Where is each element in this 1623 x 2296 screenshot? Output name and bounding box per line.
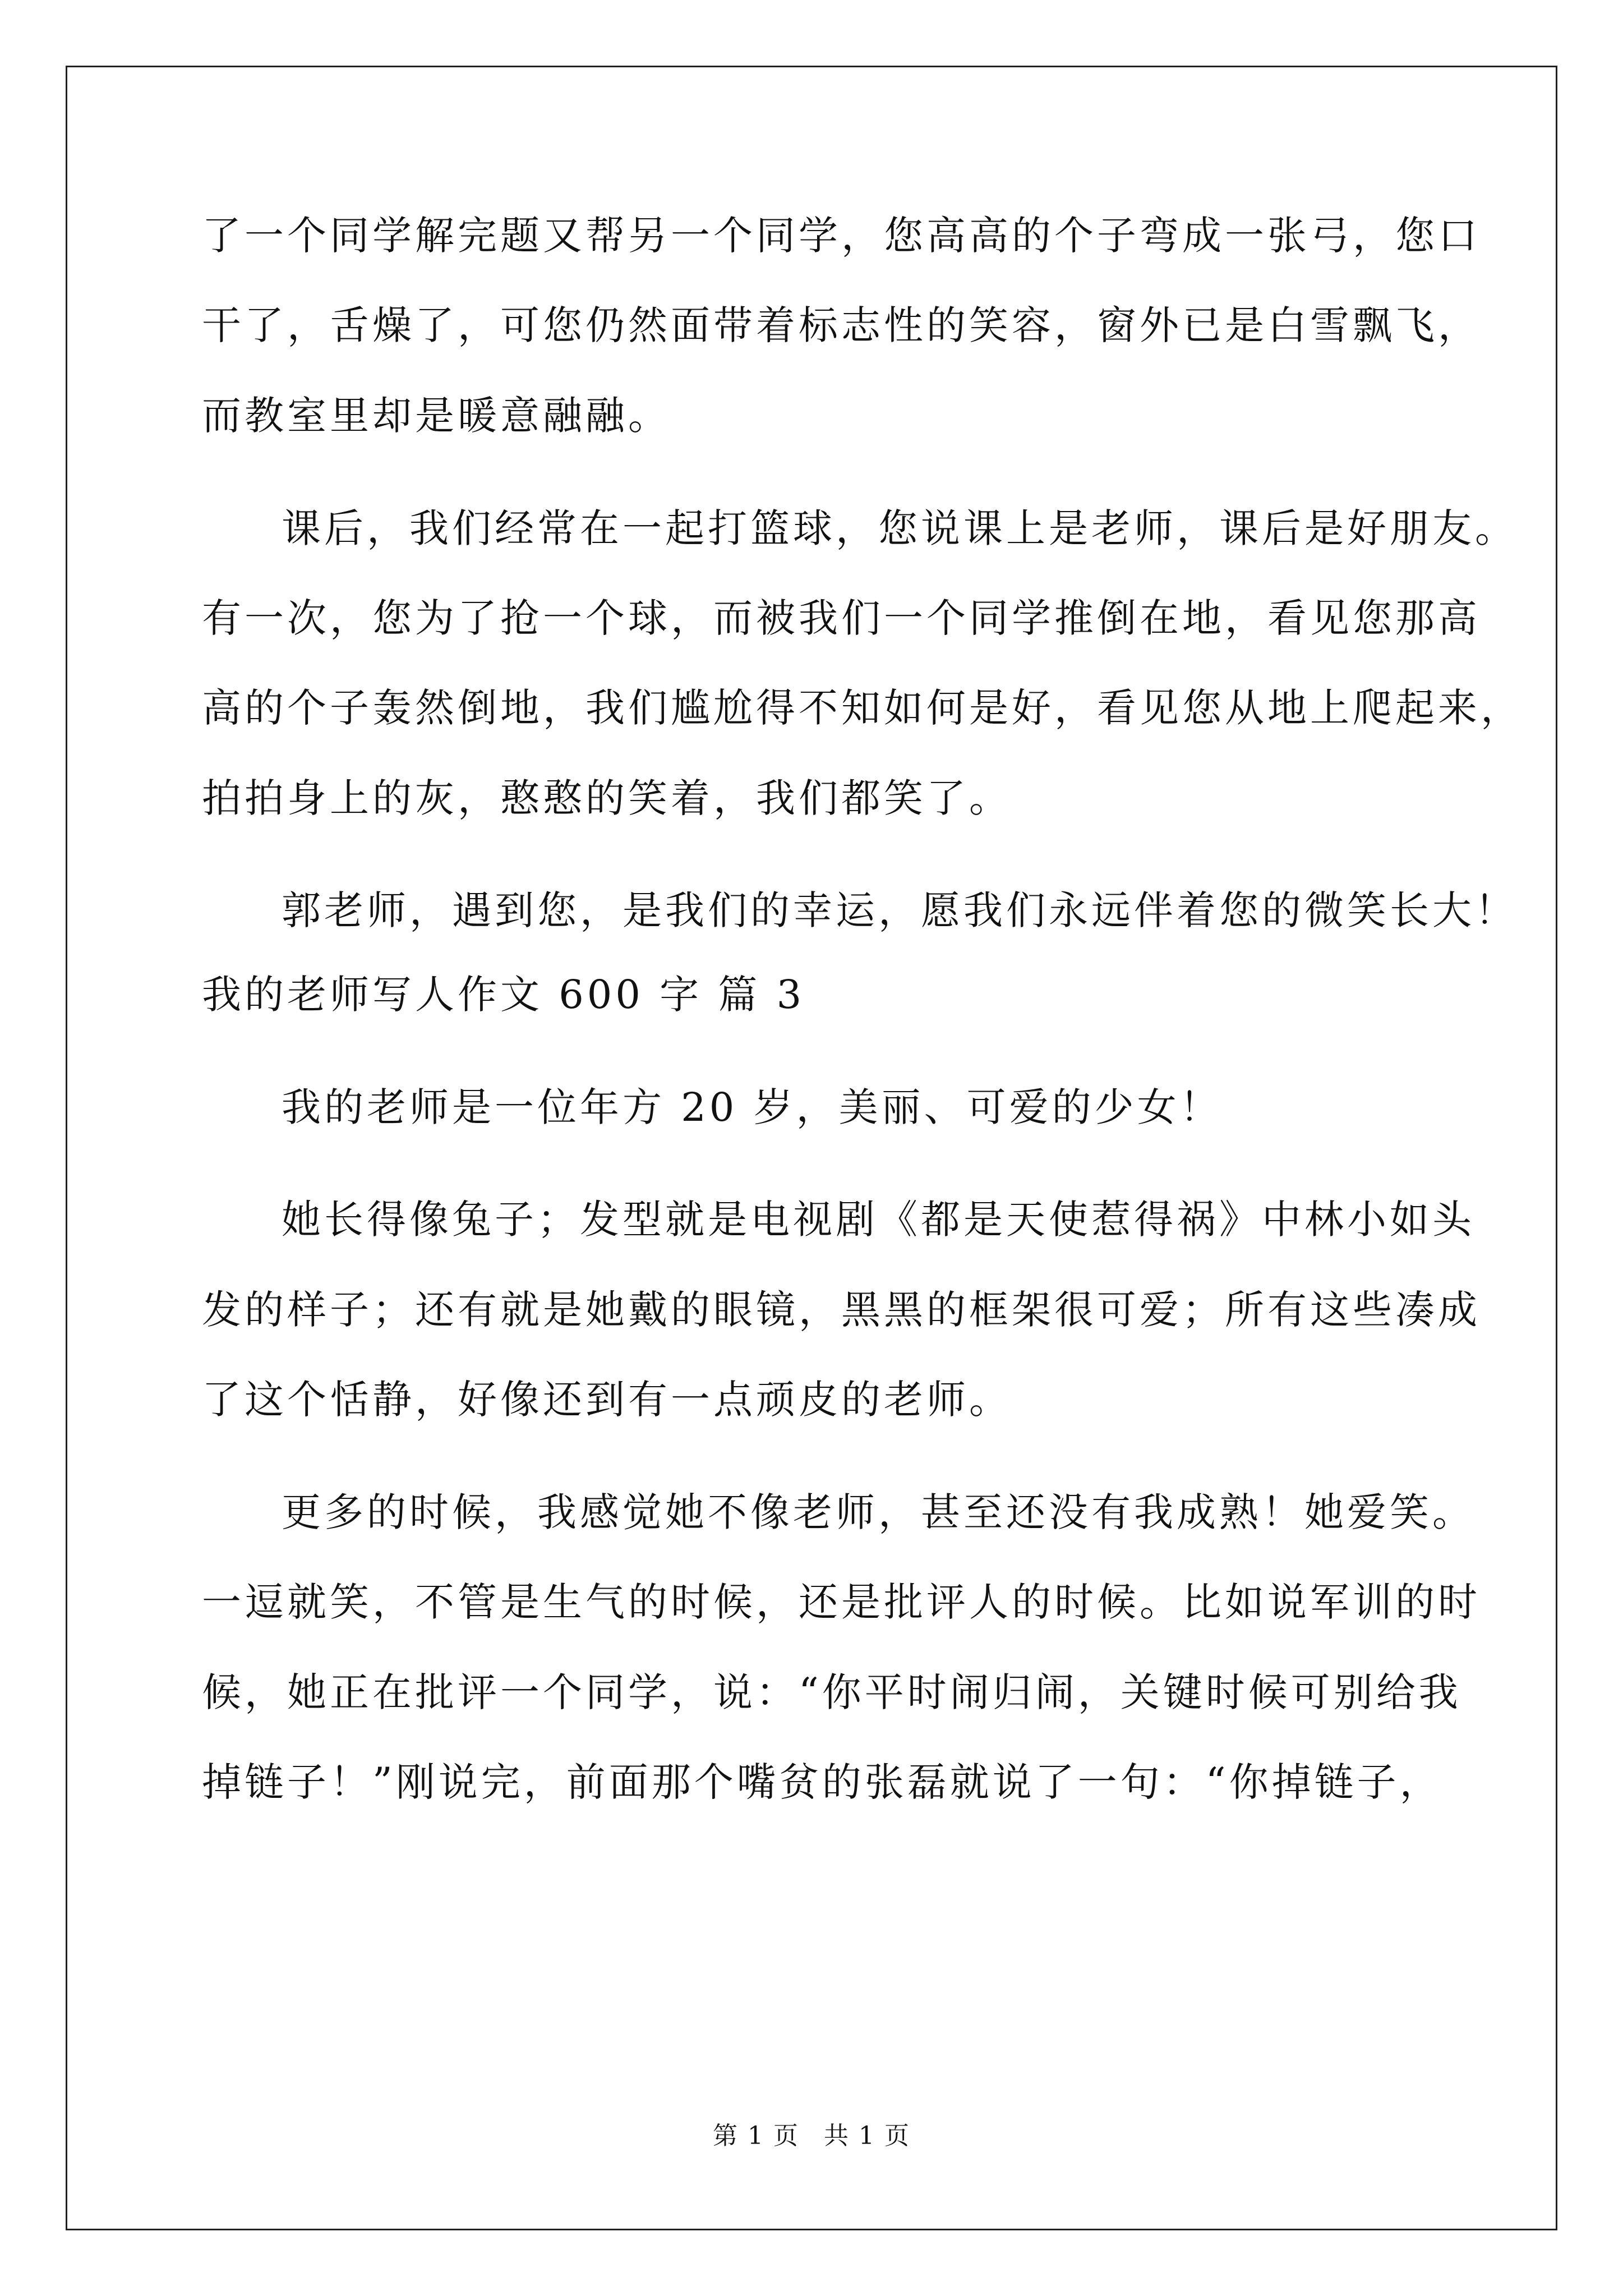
text-line: 发的样子；还有就是她戴的眼镜，黑黑的框架很可爱；所有这些凑成 [202, 1287, 1481, 1333]
page-number: 第 1 页 [713, 2122, 799, 2150]
section-heading: 我的老师写人作文 600 字 篇 3 [202, 972, 805, 1018]
page-footer [0, 2119, 1623, 2153]
paragraph-first-line: 我的老师是一位年方 20 岁，美丽、可爱的少女！ [282, 1084, 1223, 1130]
text-line: 有一次，您为了抢一个球，而被我们一个同学推倒在地，看见您那高 [202, 595, 1481, 641]
paragraph-first-line: 更多的时候，我感觉她不像老师，甚至还没有我成熟！她爱笑。 [282, 1489, 1475, 1535]
text-line: 一逗就笑，不管是生气的时候，还是批评人的时候。比如说军训的时 [202, 1579, 1481, 1625]
text-line: 候，她正在批评一个同学，说：“你平时闹归闹，关键时候可别给我 [202, 1669, 1461, 1715]
text-line: 了一个同学解完题又帮另一个同学，您高高的个子弯成一张弓，您口 [202, 213, 1481, 259]
paragraph-first-line: 她长得像兔子；发型就是电视剧《都是天使惹得祸》中林小如头 [282, 1197, 1475, 1243]
text-line: 高的个子轰然倒地，我们尴尬得不知如何是好，看见您从地上爬起来， [202, 685, 1523, 731]
paragraph-first-line: 课后，我们经常在一起打篮球，您说课上是老师，课后是好朋友。 [282, 505, 1518, 551]
paragraph-first-line: 郭老师，遇到您，是我们的幸运，愿我们永远伴着您的微笑长大！ [282, 887, 1518, 933]
text-line: 掉链子！”刚说完，前面那个嘴贫的张磊就说了一句：“你掉链子， [202, 1759, 1442, 1805]
text-line: 了这个恬静，好像还到有一点顽皮的老师。 [202, 1377, 1012, 1423]
text-line: 而教室里却是暖意融融。 [202, 393, 671, 439]
text-line: 拍拍身上的灰，憨憨的笑着，我们都笑了。 [202, 775, 1012, 821]
text-line: 干了，舌燥了，可您仍然面带着标志性的笑容，窗外已是白雪飘飞， [202, 302, 1481, 348]
page-total: 共 1 页 [824, 2122, 910, 2150]
